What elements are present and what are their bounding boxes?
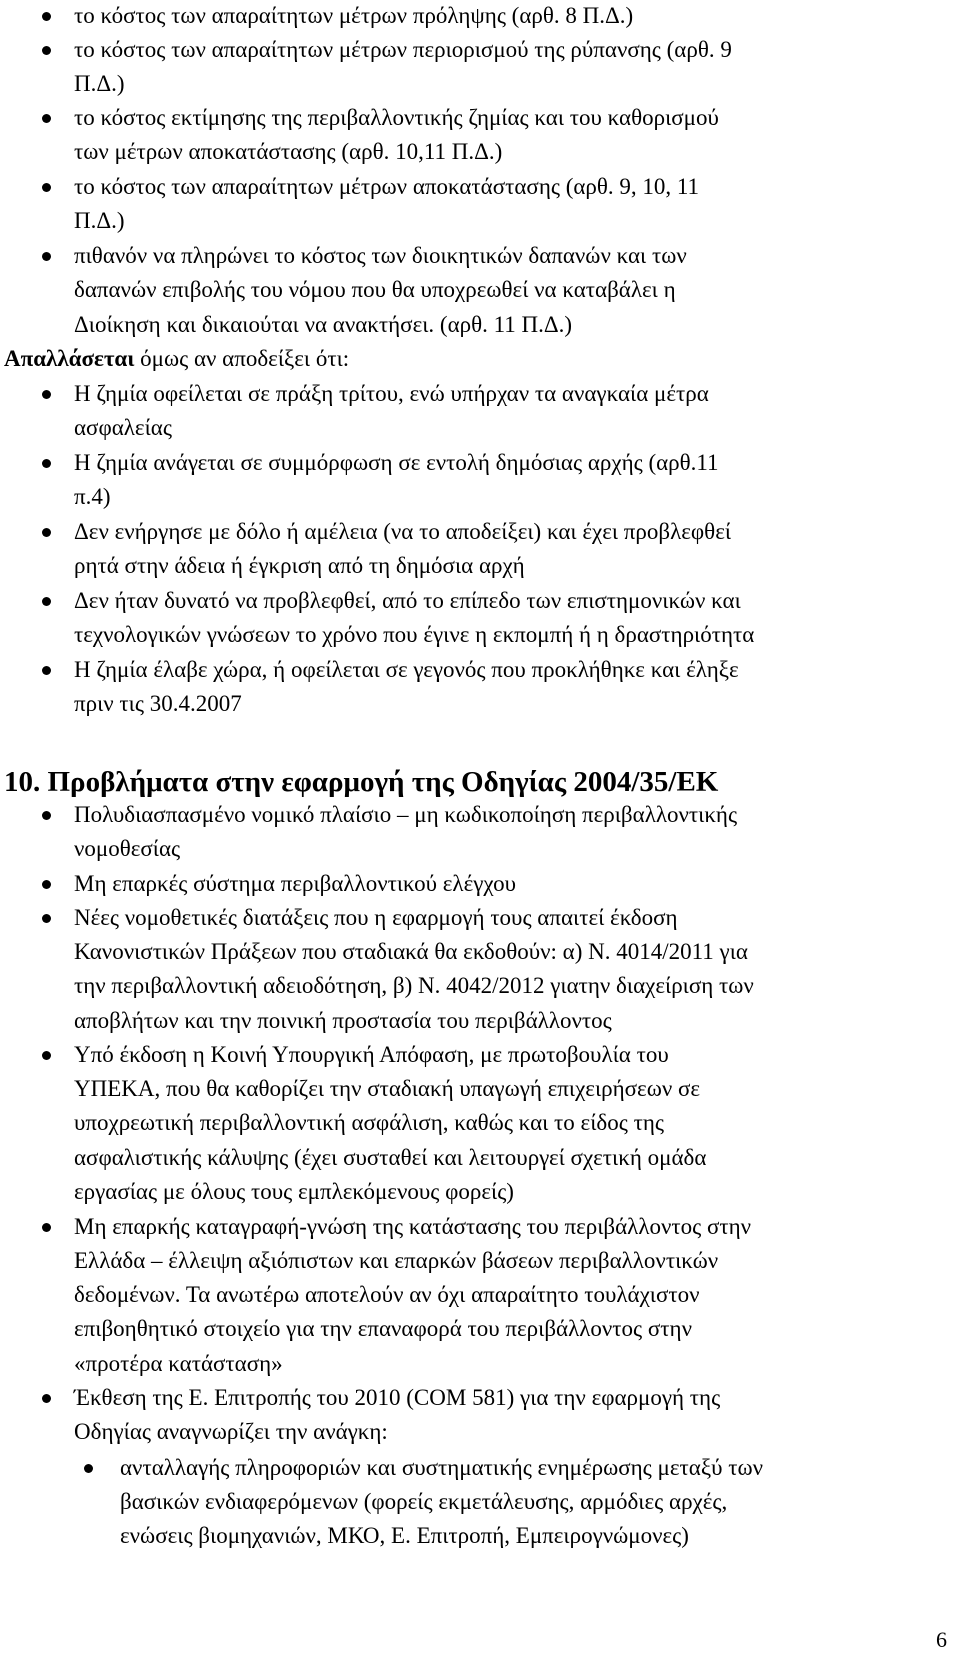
list-item-continuation: ΥΠΕΚΑ, που θα καθορίζει την σταδιακή υπαγωγή επιχειρήσεων σε <box>74 1076 701 1101</box>
sub-list-item-continuation: βασικών ενδιαφερόμενων (φορείς εκμετάλευσης, αρμόδιες αρχές, <box>120 1489 728 1514</box>
list-item-continuation: π.4) <box>74 484 111 509</box>
list-item-continuation: υποχρεωτική περιβαλλοντική ασφάλιση, καθώς και το είδος της <box>74 1110 664 1135</box>
bullet <box>42 1394 51 1403</box>
list-item: το κόστος των απαραίτητων μέτρων περιορισμού της ρύπανσης (αρθ. 9 <box>74 37 732 62</box>
bullet <box>84 1464 93 1473</box>
list-item-continuation: επιβοηθητικό στοιχείο για την επαναφορά του περιβάλλοντος στην <box>74 1316 692 1341</box>
bullet <box>42 390 51 399</box>
bullet <box>42 114 51 123</box>
list-item-continuation: Π.Δ.) <box>74 71 125 96</box>
sub-list-item-continuation: ενώσεις βιομηχανιών, ΜΚΟ, Ε. Επιτροπή, Εμπειρογνώμονες) <box>120 1523 689 1548</box>
list-item-continuation: των μέτρων αποκατάστασης (αρθ. 10,11 Π.Δ.) <box>74 139 503 164</box>
list-item: Έκθεση της Ε. Επιτροπής του 2010 (COM 581) για την εφαρμογή της <box>74 1385 721 1410</box>
list-item-continuation: ρητά στην άδεια ή έγκριση από τη δημόσια αρχή <box>74 553 525 578</box>
exemption-paragraph <box>4 344 349 374</box>
list-item: Πολυδιασπασμένο νομικό πλαίσιο – μη κωδικοποίηση περιβαλλοντικής <box>74 802 738 827</box>
list-item-continuation: Οδηγίας αναγνωρίζει την ανάγκη: <box>74 1419 388 1444</box>
list-item-continuation: τεχνολογικών γνώσεων το χρόνο που έγινε η εκπομπή ή η δραστηριότητα <box>74 622 755 647</box>
list-item-continuation: ασφαλείας <box>74 415 172 440</box>
list-item: Μη επαρκής καταγραφή-γνώση της κατάστασης του περιβάλλοντος στην <box>74 1214 752 1239</box>
bullet <box>42 252 51 261</box>
list-item-continuation: «προτέρα κατάσταση» <box>74 1351 283 1376</box>
bullet <box>42 914 51 923</box>
list-item: Η ζημία ανάγεται σε συμμόρφωση σε εντολή δημόσιας αρχής (αρθ.11 <box>74 450 719 475</box>
bullet <box>42 459 51 468</box>
bullet <box>42 666 51 675</box>
list-item-continuation: αποβλήτων και την ποινική προστασία του περιβάλλοντος <box>74 1008 612 1033</box>
bullet <box>42 12 51 21</box>
list-item-continuation: πριν τις 30.4.2007 <box>74 691 242 716</box>
list-item: Η ζημία οφείλεται σε πράξη τρίτου, ενώ υπήρχαν τα αναγκαία μέτρα <box>74 381 709 406</box>
list-item: Υπό έκδοση η Κοινή Υπουργική Απόφαση, με πρωτοβουλία του <box>74 1042 669 1067</box>
list-item: Δεν ήταν δυνατό να προβλεφθεί, από το επίπεδο των επιστημονικών και <box>74 588 741 613</box>
list-item-continuation: νομοθεσίας <box>74 836 181 861</box>
list-item-continuation: Ελλάδα – έλλειψη αξιόπιστων και επαρκών βάσεων περιβαλλοντικών <box>74 1248 719 1273</box>
list-item: το κόστος των απαραίτητων μέτρων αποκατάστασης (αρθ. 9, 10, 11 <box>74 174 700 199</box>
bullet <box>42 1051 51 1060</box>
list-item-continuation: Π.Δ.) <box>74 208 125 233</box>
exemption-label: Απαλλάσεται <box>4 346 135 371</box>
list-item: Δεν ενήργησε με δόλο ή αμέλεια (να το αποδείξει) και έχει προβλεφθεί <box>74 519 732 544</box>
list-item-continuation: ασφαλιστικής κάλυψης (έχει συσταθεί και λειτουργεί σχετική ομάδα <box>74 1145 707 1170</box>
list-item: το κόστος των απαραίτητων μέτρων πρόληψης (αρθ. 8 Π.Δ.) <box>74 3 634 28</box>
list-item-continuation: την περιβαλλοντική αδειοδότηση, β) Ν. 4042/2012 γιατην διαχείριση των <box>74 973 754 998</box>
list-item-continuation: δεδομένων. Τα ανωτέρω αποτελούν αν όχι απαραίτητο τουλάχιστον <box>74 1282 700 1307</box>
list-item: Νέες νομοθετικές διατάξεις που η εφαρμογή τους απαιτεί έκδοση <box>74 905 678 930</box>
bullet <box>42 597 51 606</box>
bullet <box>42 46 51 55</box>
list-item: πιθανόν να πληρώνει το κόστος των διοικητικών δαπανών και των <box>74 243 687 268</box>
list-item-continuation: Κανονιστικών Πράξεων που σταδιακά θα εκδοθούν: α) Ν. 4014/2011 για <box>74 939 748 964</box>
page-number: 6 <box>936 1627 947 1652</box>
list-item-continuation: εργασίας με όλους τους εμπλεκόμενους φορείς) <box>74 1179 514 1204</box>
sub-list-item: ανταλλαγής πληροφοριών και συστηματικής ενημέρωσης μεταξύ των <box>120 1455 763 1480</box>
section-heading: 10. Προβλήματα στην εφαρμογή της Οδηγίας 2004/35/ΕΚ <box>4 766 719 798</box>
bullet <box>42 183 51 192</box>
bullet <box>42 811 51 820</box>
bullet <box>42 528 51 537</box>
list-item: Μη επαρκές σύστημα περιβαλλοντικού ελέγχου <box>74 871 516 896</box>
list-item: Η ζημία έλαβε χώρα, ή οφείλεται σε γεγονός που προκλήθηκε και έληξε <box>74 657 739 682</box>
list-item-continuation: Διοίκηση και δικαιούται να ανακτήσει. (αρθ. 11 Π.Δ.) <box>74 312 573 337</box>
list-item-continuation: δαπανών επιβολής του νόμου που θα υποχρεωθεί να καταβάλει η <box>74 277 676 302</box>
exemption-text: όμως αν αποδείξει ότι: <box>134 346 350 371</box>
bullet <box>42 880 51 889</box>
bullet <box>42 1223 51 1232</box>
list-item: το κόστος εκτίμησης της περιβαλλοντικής ζημίας και του καθορισμού <box>74 105 719 130</box>
